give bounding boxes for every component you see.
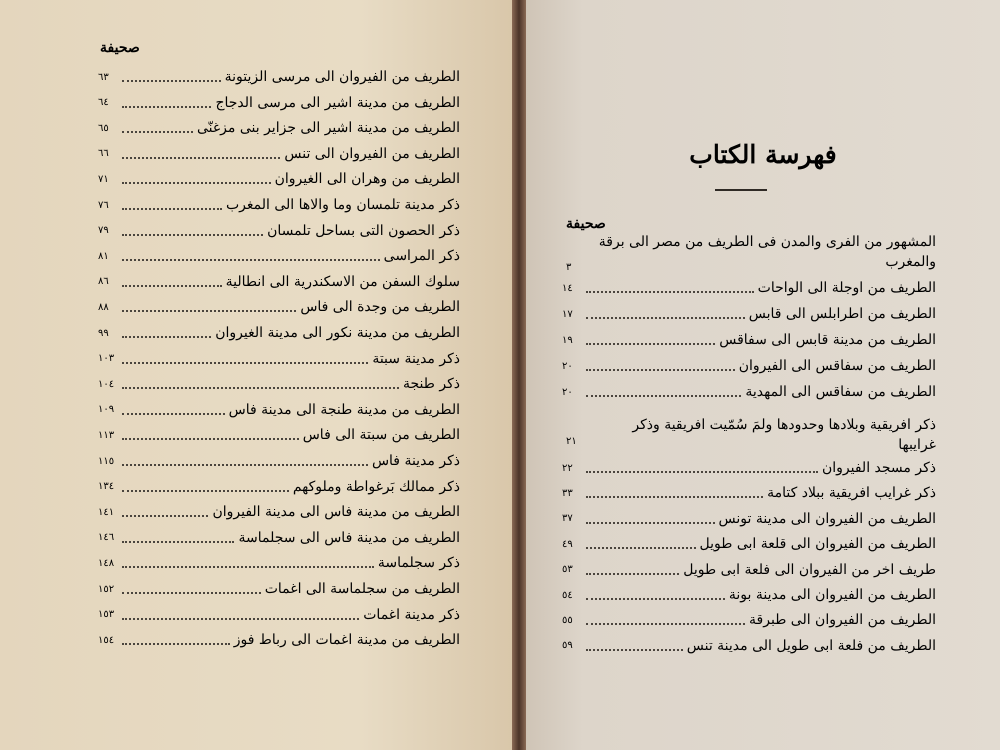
- toc-entry-title: ذكر الحصون التى بساحل تلمسان: [267, 222, 460, 239]
- leader-dots: [122, 387, 399, 389]
- leader-dots: [586, 598, 725, 600]
- toc-entry: [98, 552, 460, 574]
- leader-dots: [586, 291, 754, 293]
- toc-entry-title-line1: المشهور من الفرى والمدن فى الطريف من مصر الى برقة: [598, 234, 936, 250]
- toc-entry-title: الطريف من مدينة قابس الى سفاقس: [719, 332, 936, 348]
- leader-dots: [122, 515, 208, 517]
- toc-entry: [562, 508, 936, 530]
- toc-entry-title-line2: غرايبها: [898, 437, 936, 453]
- toc-entry: [98, 143, 460, 165]
- toc-entry-page: ١١٥: [98, 455, 115, 467]
- toc-entry: [98, 501, 460, 523]
- toc-entry-title: الطريف من الفيروان الى قلعة ابى طويل: [699, 536, 936, 553]
- leader-dots: [122, 413, 225, 415]
- toc-entry: [98, 168, 460, 190]
- toc-entry-title: الطريف من مدينة اشير الى جزاير بنى مزغنّى: [196, 120, 460, 137]
- toc-entry-page: ٥٣: [562, 564, 573, 576]
- leader-dots: [122, 259, 380, 261]
- toc-entry: [98, 424, 460, 446]
- leader-dots: [122, 618, 359, 620]
- toc-entry: [98, 117, 460, 139]
- toc-entry-title-line1: ذكر افريقية وبلادها وحدودها ولمَ سُمّيت افريقية وذكر: [632, 417, 936, 433]
- leader-dots: [586, 343, 715, 345]
- toc-entry-title: ذكر مدينة تلمسان وما والاها الى المغرب: [225, 197, 460, 213]
- toc-entry-page: ١٤٦: [98, 532, 115, 544]
- toc-entry-title: الطريف من سفاقس الى الفيروان: [738, 358, 936, 374]
- toc-entry: [98, 92, 460, 114]
- toc-entry: [98, 245, 460, 267]
- left-page-label: صحيفة: [100, 40, 140, 56]
- toc-entry-title: ذكر مدينة اغمات: [363, 606, 460, 623]
- toc-entry-page: ٣٣: [562, 487, 573, 499]
- toc-entry-page: ٢١: [566, 436, 577, 447]
- toc-entry: [562, 457, 936, 479]
- toc-entry: [562, 303, 936, 325]
- toc-entry-title: الطريف من اوجلة الى الواحات: [757, 280, 936, 296]
- toc-entry: [98, 348, 460, 370]
- toc-entry-wrapped-ifriqiya: [566, 415, 936, 455]
- toc-entry-page: ١١٣: [98, 429, 115, 441]
- toc-entry-title: ذكر طنجة: [403, 376, 460, 393]
- toc-entry-page: ٧٩: [98, 225, 109, 237]
- toc-entry-title: الطريف من مدينة فاس الى مدينة الفيروان: [212, 504, 460, 521]
- toc-entry: [562, 635, 936, 657]
- leader-dots: [122, 106, 211, 108]
- toc-entry-page: ٨٨: [98, 301, 109, 313]
- toc-entry-page: ١٤: [562, 282, 573, 294]
- leader-dots: [122, 592, 261, 594]
- toc-entry-page: ١٤٨: [98, 557, 115, 569]
- leader-dots: [586, 395, 741, 397]
- leader-dots: [586, 496, 763, 498]
- toc-entry-page: ٦٦: [98, 148, 109, 160]
- leader-dots: [122, 208, 222, 210]
- leader-dots: [122, 643, 230, 645]
- leader-dots: [122, 490, 289, 492]
- toc-entry: [98, 271, 460, 293]
- leader-dots: [122, 310, 296, 312]
- toc-entry-first-page: [562, 256, 936, 278]
- toc-entry-title: الطريف من مدينة اغمات الى رباط فوز: [233, 632, 460, 649]
- leader-dots: [122, 182, 271, 184]
- leader-dots: [586, 547, 696, 549]
- toc-entry-title: الطريف من وجدة الى فاس: [300, 299, 460, 316]
- toc-entry: [562, 559, 936, 581]
- toc-entry-title: الطريف من سجلماسة الى اغمات: [264, 581, 460, 597]
- toc-entry-page: ١٠٤: [98, 378, 115, 390]
- toc-entry-title: الطريف من مدينة نكور الى مدينة الغيروان: [215, 325, 460, 341]
- leader-dots: [122, 131, 193, 133]
- toc-entry-page: ٤٩: [562, 538, 573, 550]
- toc-entry-title: الطريف من فلعة ابى طويل الى مدينة تنس: [686, 637, 936, 654]
- toc-entry-title-line2: والمغرب: [885, 254, 936, 270]
- leader-dots: [122, 234, 263, 236]
- toc-entry: [562, 381, 936, 403]
- toc-entry-page: ٥٤: [562, 589, 573, 601]
- toc-entry-page: ١٥٤: [98, 634, 115, 646]
- toc-entry-page: ٦٣: [98, 71, 109, 83]
- leader-dots: [122, 285, 222, 287]
- toc-entry-page: ٢٠: [562, 386, 573, 398]
- toc-entry: [98, 629, 460, 651]
- toc-entry-title: الطريف من اطرابلس الى قابس: [748, 306, 936, 322]
- toc-entry-title: الطريف من مدينة فاس الى سجلماسة: [238, 529, 460, 546]
- toc-entry-title: ذكر المراسى: [383, 248, 460, 265]
- toc-entry-title: الطريف من الفيروان الى مدينة بونة: [728, 587, 936, 603]
- leader-dots: [586, 623, 745, 625]
- toc-entry-page: ٥٩: [562, 640, 573, 652]
- toc-entry-title: الطريف من الفيروان الى طبرقة: [749, 612, 936, 629]
- toc-entry-title: ذكر ممالك بَرغواطة وملوكهم: [292, 478, 460, 495]
- toc-entry: [562, 482, 936, 504]
- leader-dots: [586, 369, 735, 371]
- toc-entry: [98, 296, 460, 318]
- toc-entry-page: ٨١: [98, 250, 109, 262]
- toc-entry: [98, 220, 460, 242]
- toc-entry-page: ١٠٩: [98, 404, 115, 416]
- toc-entry: [98, 604, 460, 626]
- toc-entry: [562, 277, 936, 299]
- toc-entry-title: الطريف من الفيروان الى مرسى الزيتونة: [224, 69, 460, 85]
- leader-dots: [122, 566, 374, 568]
- toc-entry: [98, 322, 460, 344]
- toc-entry-title: ذكر مسجد الفيروان: [821, 460, 936, 476]
- toc-entry-page: ١٧: [562, 308, 573, 320]
- toc-entry-page: ١٩: [562, 334, 573, 346]
- toc-entry-page: ٦٤: [98, 97, 109, 109]
- toc-entry: [98, 578, 460, 600]
- toc-entry-title: ذكر سجلماسة: [377, 555, 460, 572]
- toc-entry-page: ٧١: [98, 173, 109, 185]
- toc-entry-page: ٩٩: [98, 327, 109, 339]
- toc-entry: [562, 609, 936, 631]
- toc-entry: [98, 527, 460, 549]
- book-gutter: [512, 0, 526, 750]
- toc-entry-page: ٨٦: [98, 276, 109, 288]
- toc-entry-page: ١٠٣: [98, 353, 115, 365]
- toc-entry-page: ١٣٤: [98, 481, 115, 493]
- toc-entry-page: ١٤١: [98, 506, 115, 518]
- toc-heading: فهرسة الكتاب: [689, 140, 837, 169]
- toc-entry: [98, 373, 460, 395]
- toc-entry-title: الطريف من الفيروان الى تنس: [284, 145, 460, 162]
- toc-entry: [98, 194, 460, 216]
- leader-dots: [586, 471, 818, 473]
- toc-entry: [98, 399, 460, 421]
- toc-entry-title: الطريف من سبتة الى فاس: [302, 427, 460, 444]
- toc-entry-page: ٣: [566, 262, 572, 273]
- leader-dots: [586, 317, 745, 319]
- toc-entry-page: ٣٧: [562, 513, 573, 525]
- toc-entry-page: ٧٦: [98, 199, 109, 211]
- toc-entry: [562, 355, 936, 377]
- right-page-label: صحيفة: [566, 216, 606, 232]
- toc-entry-title: ذكر غرايب افريقية ببلاد كتامة: [767, 485, 936, 502]
- leader-dots: [122, 336, 211, 338]
- leader-dots: [122, 464, 368, 466]
- toc-entry-page: ٥٥: [562, 614, 573, 626]
- toc-entry-page: ١٥٣: [98, 609, 115, 621]
- toc-entry-page: ١٥٢: [98, 583, 115, 595]
- toc-entry-page: ٢٢: [562, 462, 573, 474]
- toc-entry-page: ٦٥: [98, 122, 109, 134]
- leader-dots: [586, 649, 683, 651]
- toc-entry: [562, 533, 936, 555]
- leader-dots: [122, 362, 368, 364]
- toc-entry-title: الطريف من وهران الى الغيروان: [274, 171, 460, 188]
- toc-entry-title: الطريف من الفيروان الى مدينة تونس: [718, 510, 936, 527]
- leader-dots: [122, 541, 234, 543]
- toc-entry: [562, 584, 936, 606]
- toc-entry: [98, 476, 460, 498]
- leader-dots: [122, 80, 221, 82]
- toc-entry-title: سلوك السفن من الاسكندرية الى انطالية: [225, 273, 460, 290]
- leader-dots: [586, 522, 715, 524]
- toc-entry: [562, 329, 936, 351]
- heading-rule: [715, 189, 767, 191]
- toc-entry-title: الطريف من مدينة طنجة الى مدينة فاس: [228, 401, 460, 418]
- leader-dots: [122, 438, 299, 440]
- toc-entry: [98, 66, 460, 88]
- toc-entry-title: طريف اخر من الفيروان الى فلعة ابى طويل: [683, 561, 936, 578]
- toc-entry-title: الطريف من سفاقس الى المهدية: [745, 384, 936, 400]
- leader-dots: [122, 157, 280, 159]
- toc-entry-title: ذكر مدينة فاس: [371, 453, 460, 469]
- toc-entry-title: ذكر مدينة سبتة: [372, 350, 460, 367]
- toc-entry-title: الطريف من مدينة اشير الى مرسى الدجاج: [215, 94, 460, 111]
- leader-dots: [586, 573, 679, 575]
- toc-entry: [98, 450, 460, 472]
- toc-entry-page: ٢٠: [562, 360, 573, 372]
